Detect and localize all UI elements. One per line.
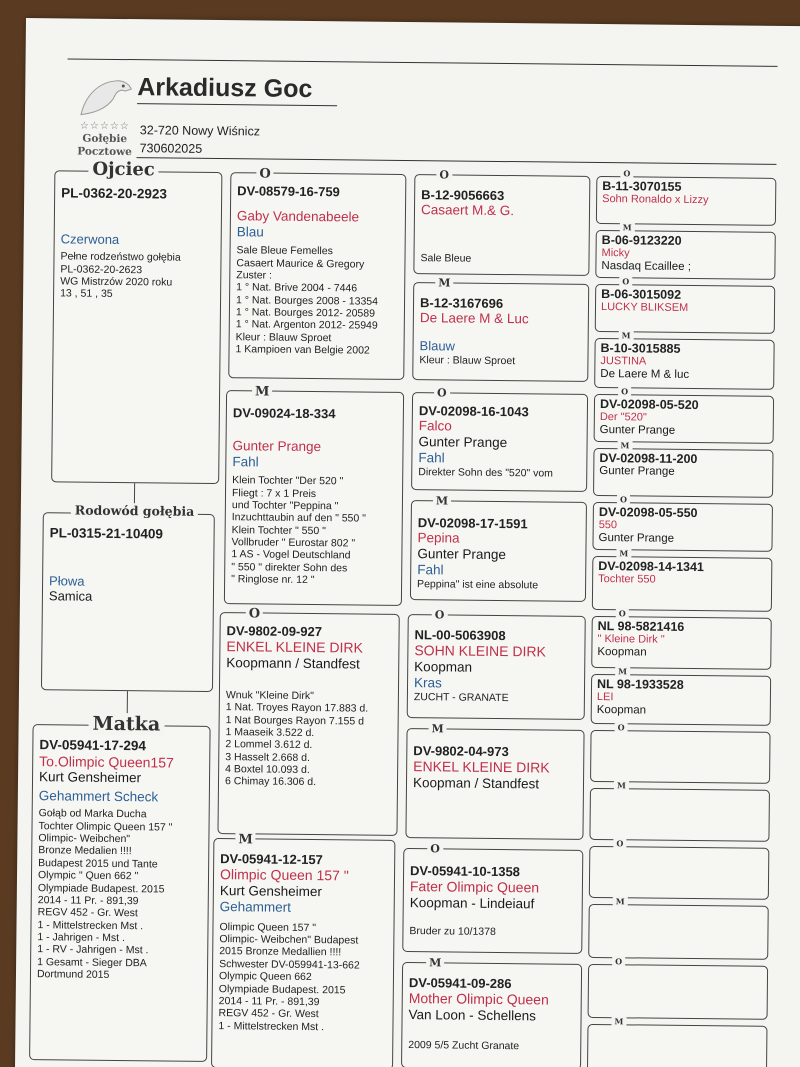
gen3-note: 2009 5/5 Zucht Granate [408,1038,520,1052]
ff-note: Kleur : Blauw Sproet [235,331,332,345]
mf-note: 4 Boxtel 10.093 d. [225,763,310,777]
mother-note: Olympiade Budapest. 2015 [37,881,165,896]
m-tag: M [611,1016,626,1026]
mf-note: Wnuk "Kleine Dirk" [225,688,314,702]
gen4-line2: Gunter Prange [599,424,676,437]
top-rule [68,58,778,66]
mm-note: Olympiade Budapest. 2015 [218,982,346,996]
fm-note: Klein Tochter " 550 " [231,523,326,537]
gen4-id: DV-02098-11-200 [599,451,698,467]
ff-note: 1 ° Nat. Argenton 2012- 25949 [235,318,378,333]
mm-name: Olimpic Queen 157 " [219,866,349,884]
mf-note: 1 Nat Bourges Rayon 7.155 d [225,713,365,728]
fm-note: Vollbruder " Eurostar 802 " [231,536,356,550]
gen4-id [596,791,764,793]
mf-note: 1 Nat. Troyes Rayon 17.883 d. [225,701,369,715]
mother-heading: Matka [88,713,164,736]
owner-address: 32-720 Nowy Wiśnicz [139,123,261,139]
mf-breeder: Koopmann / Standfest [226,654,360,672]
gen3-line1: Falco [418,418,452,434]
m-tag: M [613,896,628,906]
ff-color: Blau [236,224,264,240]
m-tag: M [252,384,273,399]
mm-card [211,838,395,1067]
o-tag: O [620,168,633,178]
gen3-id: B-12-9056663 [421,187,505,204]
father-note: WG Mistrzów 2020 roku [60,275,173,289]
pedigree-heading: Rodowód gołębia [71,502,199,518]
gen4-card-4 [594,394,774,444]
mm-note: Schwester DV-059941-13-662 [219,957,360,972]
gen4-id: B-11-3070155 [602,179,682,194]
pedigree-sheet [15,18,800,1067]
gen3-line2: Van Loon - Schellens [408,1006,537,1024]
mother-note: 1 Gesamt - Sieger DBA [37,955,147,970]
gen3-id: B-12-3167696 [419,295,504,312]
m-tag: M [619,330,634,340]
gen4-id: B-06-9123220 [601,233,682,248]
o-tag: O [246,606,263,621]
gen4-card-6 [592,502,772,552]
gen4-id: B-06-3015092 [601,287,682,302]
m-tag: M [435,276,453,289]
mf-note: 1 Maaseik 3.522 d. [225,726,315,739]
gen4-id [597,733,765,735]
gen4-line1 [597,733,765,735]
mother-notes [37,807,203,982]
gen4-line1: 550 [598,519,618,532]
fm-note: und Tochter "Peppina " [231,499,339,513]
gen4-line1 [595,849,763,851]
gen4-card-15 [587,1024,768,1067]
pigeon-id: PL-0315-21-10409 [49,525,164,542]
gen4-line2: Nasdaq Ecaillee ; [601,260,691,273]
ff-name: Gaby Vandenabeele [236,208,360,225]
fm-note: Klein Tochter "Der 520 " [232,474,344,488]
father-note: PL-0362-20-2623 [60,262,143,276]
gen3-line1: ENKEL KLEINE DIRK [413,758,550,776]
father-notes [60,251,215,302]
mf-name: ENKEL KLEINE DIRK [226,638,363,656]
pigeon-sex: Samica [48,588,93,604]
gen4-line1 [593,1027,761,1029]
gen3-card-5 [405,728,584,840]
gen3-card-3 [410,500,587,602]
o-tag: O [613,838,626,848]
gen4-card-13 [588,904,769,960]
mother-note: Olympic " Quen 662 " [37,869,139,883]
gen4-card-11 [589,788,770,842]
gen3-color: Kras [413,674,442,691]
gen4-card-1 [595,230,775,280]
owner-phone: 730602025 [139,141,203,156]
ff-id: DV-08579-16-759 [237,183,340,200]
mother-id: DV-05941-17-294 [39,737,147,754]
fm-note: Inzuchttaubin auf den " 550 " [231,511,366,525]
father-color: Czerwona [60,231,120,247]
ff-notes [235,244,398,357]
mm-note: 1 - Mittelstrecken Mst . [218,1019,325,1033]
mother-note: REGV 452 - Gr. West [37,906,138,920]
fm-card [224,390,404,606]
gen3-id: NL-00-5063908 [414,627,506,644]
gen4-card-2 [595,284,775,334]
gen3-note: Direkter Sohn des "520" vom [418,466,554,480]
mother-note: 2014 - 11 Pr. - 891,39 [37,894,139,908]
mother-breeder: Kurt Gensheimer [38,769,142,786]
gen4-line2: Gunter Prange [599,465,675,479]
father-note: Pełne rodzeństwo gołębia [60,250,181,264]
logo-text-2: Pocztowe [77,145,132,159]
gen3-line1: Pepina [417,530,460,546]
gen3-card-0 [413,174,590,276]
mf-note: 3 Hasselt 2.668 d. [225,750,310,764]
gen4-id [595,907,763,909]
o-tag: O [619,276,632,286]
gen4-line1 [595,907,763,909]
m-tag: M [235,832,256,847]
m-tag: M [616,548,631,558]
gen3-line2: Gunter Prange [418,434,508,451]
gen3-note: Peppina" ist eine absolute [417,578,539,592]
gen3-line2: Gunter Prange [417,546,507,563]
gen4-card-10 [590,730,771,784]
logo-text-1: Gołębie [82,132,128,146]
gen4-line2: Gunter Prange [598,532,675,545]
gen4-card-7 [592,556,773,612]
gen4-line1 [594,967,762,969]
gen4-id [593,1027,761,1029]
gen4-card-14 [588,964,769,1020]
fm-note: 1 AS - Vogel Deutschland [231,548,351,562]
gen3-line1: Casaert M.& G. [420,202,515,219]
mm-note: REGV 452 - Gr. West [218,1007,319,1021]
mother-note: 1 - Jahrigen - Mst . [37,931,125,945]
mother-note: Budapest 2015 und Tante [38,856,158,871]
gen3-card-7 [401,962,582,1067]
ff-note: 1 ° Nat. Bourges 2012- 20589 [235,306,376,320]
mother-name: To.Olimpic Queen157 [39,753,174,771]
gen3-line1: Mother Olimpic Queen [408,990,549,1008]
ff-note: 1 ° Nat. Bourges 2008 - 13354 [235,293,379,308]
mm-note: 2014 - 11 Pr. - 891,39 [218,995,320,1009]
gen4-line1: Der "520" [599,411,647,424]
m-tag: M [614,780,629,790]
gen4-line1: Tochter 550 [598,573,656,586]
gen4-line1: Sohn Ronaldo x Lizzy [602,193,709,207]
mm-note: Olimpic- Weibchen" Budapest [219,933,359,947]
gen3-card-6 [402,848,583,954]
gen3-color: Blauw [419,338,456,354]
mm-id: DV-05941-12-157 [220,851,323,868]
gen4-line1: Micky [601,247,630,260]
mother-color: Gehammert Scheck [38,788,159,805]
mother-note: 1 - Mittelstrecken Mst . [37,918,144,932]
mm-color: Gehammert [219,898,292,915]
gen4-line2: De Laere M & luc [600,368,690,381]
mm-note: 2015 Bronze Medallien !!!! [219,945,342,959]
gen3-line1: De Laere M & Luc [419,310,529,327]
fm-breeder: Gunter Prange [232,438,322,455]
gen4-id: NL 98-5821416 [597,619,685,634]
m-tag: M [433,494,451,507]
o-tag: O [616,608,629,618]
gen3-note: Sale Bleue [420,252,472,265]
ff-card [228,172,406,380]
gen4-card-8 [591,616,772,670]
mf-card [217,612,399,836]
gen4-line2: Koopman [597,646,647,659]
gen4-card-12 [589,846,770,900]
gen4-line2 [595,907,763,909]
mf-notes [225,689,392,790]
o-tag: O [612,956,625,966]
gen3-id: DV-05941-09-286 [408,975,512,992]
o-tag: O [256,166,273,181]
gen4-card-9 [591,674,772,726]
gen4-id: DV-02098-05-520 [599,397,699,413]
ff-note: 1 ° Nat. Brive 2004 - 7446 [236,281,358,295]
gen4-line2: Koopman [596,704,647,717]
logo-stars: ☆☆☆☆☆ [79,120,130,133]
mother-note: 1 - RV - Jahrigen - Mst . [37,943,149,957]
o-tag: O [617,494,630,504]
gen3-note: Bruder zu 10/1378 [409,924,496,938]
owner-name: Arkadiusz Goc [137,73,313,104]
gen3-card-4 [407,614,586,720]
gen4-line1: JUSTINA [600,355,647,368]
o-tag: O [615,722,628,732]
mf-note: 6 Chimay 16.306 d. [224,775,317,789]
gen4-id [595,849,763,851]
fm-id: DV-09024-18-334 [232,405,336,422]
gen4-card-5 [593,448,773,498]
ff-note: Casaert Maurice & Gregory [236,256,365,271]
gen4-line2 [594,967,762,969]
fm-note: Fliegt : 7 x 1 Preis [231,486,317,500]
gen4-line2 [597,733,765,735]
mother-note: Dortmund 2015 [36,968,110,982]
gen3-line2: Koopman [414,658,473,675]
o-tag: O [427,842,443,855]
gen3-color: Fahl [417,562,444,578]
father-heading: Ojciec [88,159,159,181]
fm-notes [231,474,396,587]
gen4-id: B-10-3015885 [600,341,681,356]
gen3-id: DV-02098-17-1591 [417,515,528,532]
father-id: PL-0362-20-2923 [61,185,168,202]
gen4-card-3 [594,338,775,390]
gen4-id: NL 98-1933528 [596,677,684,692]
gen4-line1: LUCKY BLIKSEM [600,301,689,315]
gen3-note: ZUCHT - GRANATE [413,690,509,704]
mother-card [29,724,211,1062]
mm-notes [218,921,387,1034]
gen4-card-0 [596,176,776,226]
father-card [51,170,222,484]
mother-note: Gołąb od Marka Ducha [38,807,147,821]
ff-note: 1 Kampioen van Belgie 2002 [235,343,370,357]
gen4-line2 [595,849,763,851]
gen3-line2: Koopman / Standfest [412,774,540,792]
mother-note: Olimpic- Weibchen" [38,832,131,846]
m-tag: M [615,666,630,676]
m-tag: M [618,440,633,450]
mm-note: Olympic Queen 662 [218,970,312,984]
mother-note: Bronze Medalien !!!! [38,844,132,858]
pigeon-logo-icon [75,75,135,120]
ff-note: Zuster : [236,269,272,282]
m-tag: M [620,222,635,232]
gen4-line2 [593,1027,761,1029]
pigeon-color: Płowa [49,573,85,589]
o-tag: O [434,386,450,399]
gen4-line1: " Kleine Dirk " [597,633,665,647]
gen4-line2 [596,791,764,793]
m-tag: M [426,956,444,969]
gen3-color: Fahl [418,450,445,466]
gen3-line1: SOHN KLEINE DIRK [414,642,546,660]
mf-id: DV-9802-09-927 [226,623,323,640]
gen3-id: DV-02098-16-1043 [418,403,529,420]
gen4-line1: LEI [596,691,614,704]
o-tag: O [618,386,631,396]
father-note: 13 , 51 , 35 [60,287,113,301]
club-logo [70,74,139,163]
pigeon-card [41,512,215,692]
gen3-line2: Koopman - Lindeiauf [409,894,535,912]
gen3-id: DV-05941-10-1358 [410,863,521,880]
o-tag: O [436,168,452,181]
mm-breeder: Kurt Gensheimer [219,882,322,899]
fm-color: Fahl [232,454,259,470]
gen3-card-1 [412,282,589,382]
o-tag: O [432,608,448,621]
gen3-note: Kleur : Blauw Sproet [419,353,516,367]
m-tag: M [429,722,447,735]
gen4-id [594,967,762,969]
ff-note: Sale Bleue Femelles [236,244,333,258]
gen3-card-2 [411,392,588,492]
gen3-id: DV-9802-04-973 [413,743,509,760]
gen4-id: DV-02098-14-1341 [598,559,705,575]
fm-note: " Ringlose nr. 12 " [231,573,315,587]
header-rule [137,157,777,165]
gen3-line1: Fater Olimpic Queen [409,878,540,896]
gen4-line1 [596,791,764,793]
fm-note: " 550 " direkter Sohn des [231,560,348,575]
gen4-id: DV-02098-05-550 [598,505,698,521]
mm-note: Olimpic Queen 157 " [219,920,317,934]
mf-note: 2 Lommel 3.612 d. [225,738,313,752]
mother-note: Tochter Olimpic Queen 157 " [38,819,173,834]
